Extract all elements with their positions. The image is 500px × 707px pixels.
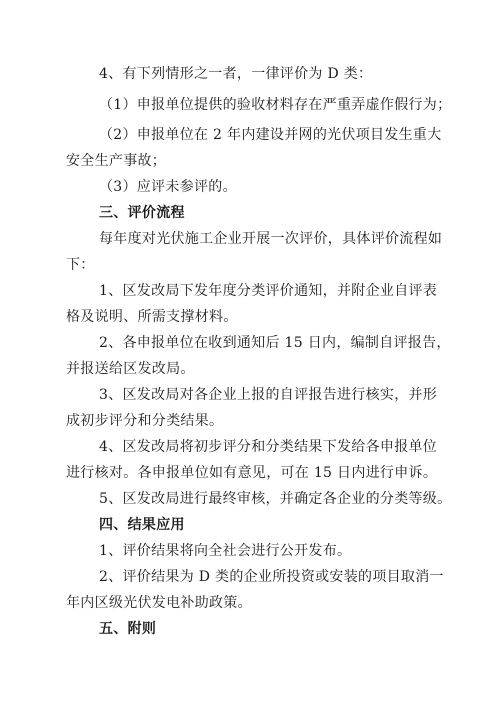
- process-step-1-cont: 格及说明、所需支撑材料。: [66, 309, 238, 325]
- section-heading-4: 四、结果应用: [99, 517, 185, 533]
- clause-4-item-2: （2）申报单位在 2 年内建设并网的光伏项目发生重大: [99, 127, 442, 143]
- application-item-2-cont: 年内区级光伏发电补助政策。: [66, 595, 252, 611]
- process-intro: 每年度对光伏施工企业开展一次评价，具体评价流程如: [99, 231, 443, 247]
- section-heading-5: 五、附则: [99, 621, 157, 637]
- section-heading-3: 三、评价流程: [99, 205, 185, 221]
- clause-4-item-2-cont: 安全生产事故；: [66, 153, 167, 169]
- application-item-1: 1、评价结果将向全社会进行公开发布。: [99, 543, 352, 559]
- clause-4-item-1: （1）申报单位提供的验收材料存在严重弄虚作假行为；: [99, 97, 452, 113]
- process-step-4-cont: 进行核对。各申报单位如有意见，可在 15 日内进行申诉。: [66, 465, 438, 481]
- process-step-4: 4、区发改局将初步评分和分类结果下发给各申报单位: [99, 439, 438, 455]
- application-item-2: 2、评价结果为 D 类的企业所投资或安装的项目取消一: [99, 569, 444, 585]
- process-intro-cont: 下：: [66, 257, 95, 273]
- process-step-2-cont: 并报送给区发改局。: [66, 361, 195, 377]
- process-step-1: 1、区发改局下发年度分类评价通知，并附企业自评表: [99, 283, 438, 299]
- process-step-5: 5、区发改局进行最终审核，并确定各企业的分类等级。: [99, 491, 452, 507]
- process-step-3-cont: 成初步评分和分类结果。: [66, 413, 224, 429]
- process-step-3: 3、区发改局对各企业上报的自评报告进行核实，并形: [99, 387, 438, 403]
- clause-4-item-3: （3）应评未参评的。: [99, 179, 237, 195]
- process-step-2: 2、各申报单位在收到通知后 15 日内，编制自评报告，: [99, 335, 451, 351]
- clause-4-intro: 4、有下列情形之一者，一律评价为 D 类：: [99, 66, 373, 82]
